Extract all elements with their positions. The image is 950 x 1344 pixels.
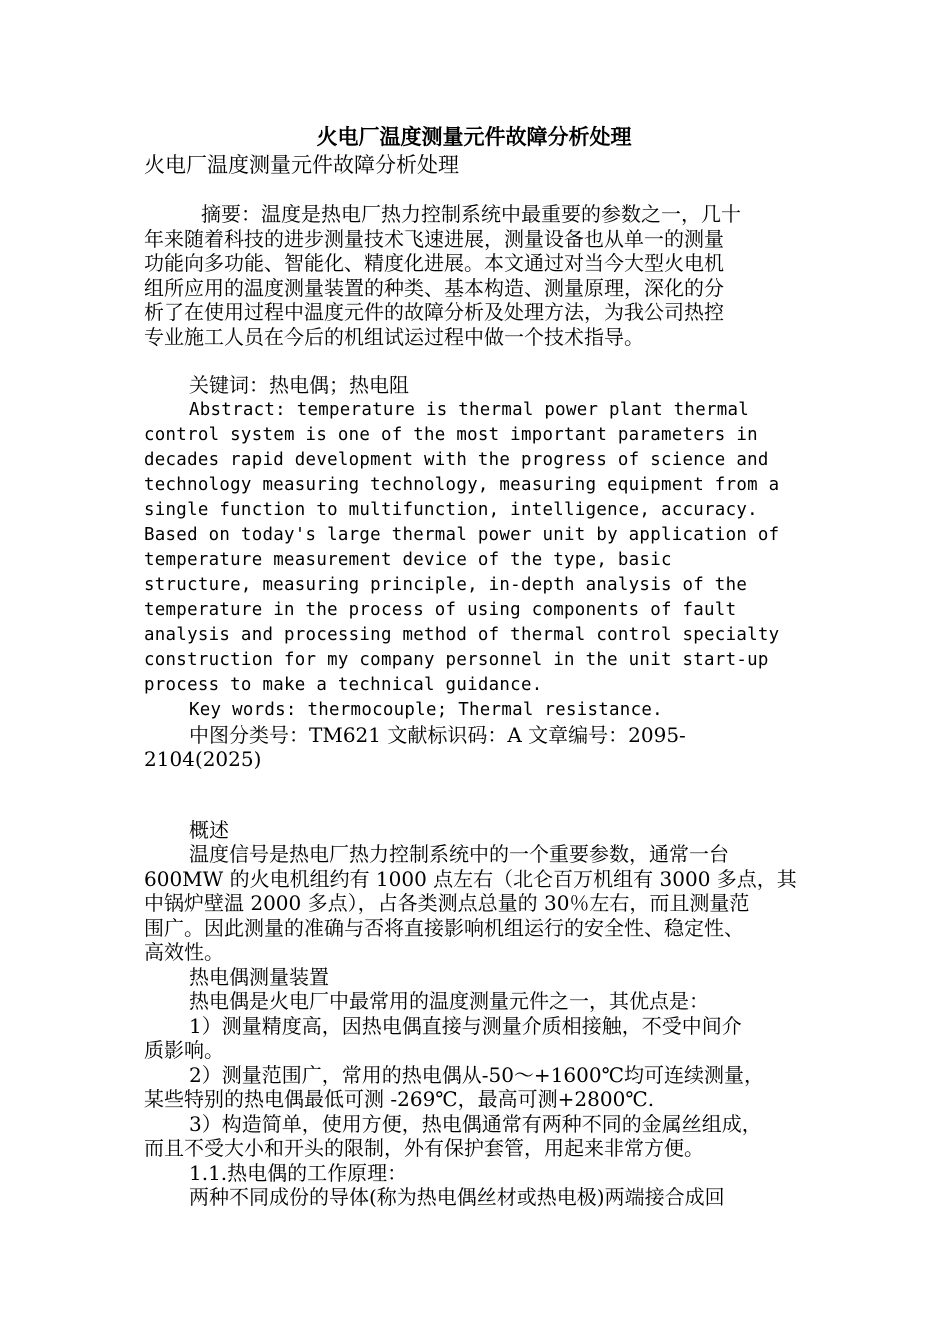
document-title: 火电厂温度测量元件故障分析处理 bbox=[316, 124, 632, 149]
abstract-en-line: technology measuring technology, measuring equipment from a bbox=[144, 474, 780, 495]
section-intro: 热电偶是火电厂中最常用的温度测量元件之一，其优点是： bbox=[189, 989, 709, 1013]
classification-line: 2104(2025) bbox=[144, 747, 262, 771]
abstract-en-line: temperature measurement device of the type, basic bbox=[144, 549, 672, 570]
abstract-en-line: decades rapid development with the progress of science and bbox=[144, 449, 769, 470]
point-line: 3）构造简单，使用方便，热电偶通常有两种不同的金属丝组成， bbox=[189, 1111, 762, 1136]
abstract-en-line: Abstract: temperature is thermal power plant thermal bbox=[189, 399, 750, 420]
abstract-en-line: structure, measuring principle, in-depth analysis of the bbox=[144, 574, 748, 595]
document-page bbox=[144, 122, 814, 1210]
overview-paragraph bbox=[144, 842, 814, 965]
document-subtitle: 火电厂温度测量元件故障分析处理 bbox=[144, 153, 459, 177]
overview-line: 围广。因此测量的准确与否将直接影响机组运行的安全性、稳定性、 bbox=[144, 915, 744, 940]
abstract-en bbox=[144, 398, 814, 723]
point-line: 质影响。 bbox=[144, 1038, 224, 1062]
section-heading: 热电偶测量装置 bbox=[189, 964, 329, 989]
advantage-point-3 bbox=[144, 1112, 814, 1161]
abstract-cn-line: 功能向多功能、智能化、精度化进展。本文通过对当今大型火电机 bbox=[144, 251, 724, 275]
point-line: 某些特别的热电偶最低可测 -269℃，最高可测+2800℃. bbox=[144, 1087, 655, 1111]
abstract-en-line: process to make a technical guidance. bbox=[144, 674, 543, 695]
classification-line: 中图分类号：TM621 文献标识码：A 文章编号：2095- bbox=[189, 722, 686, 747]
keywords-cn: 关键词：热电偶；热电阻 bbox=[189, 373, 409, 397]
abstract-en-line: analysis and processing method of thermal control specialty bbox=[144, 624, 780, 645]
overview-line: 600MW 的火电机组约有 1000 点左右（北仑百万机组有 3000 多点，其 bbox=[144, 866, 797, 891]
overview-line: 温度信号是热电厂热力控制系统中的一个重要参数，通常一台 bbox=[189, 842, 729, 866]
point-line: 而且不受大小和开头的限制，外有保护套管，用起来非常方便。 bbox=[144, 1136, 704, 1160]
point-line: 2）测量范围广，常用的热电偶从-50～+1600℃均可连续测量， bbox=[189, 1062, 764, 1087]
abstract-en-line: single function to multifunction, intelligence, accuracy. bbox=[144, 499, 758, 520]
abstract-cn-line: 组所应用的温度测量装置的种类、基本构造、测量原理，深化的分 bbox=[144, 275, 724, 300]
abstract-en-line: control system is one of the most important parameters in bbox=[144, 424, 758, 445]
abstract-en-line: Based on today's large thermal power unit by application of bbox=[144, 524, 780, 545]
classification-info bbox=[144, 723, 814, 772]
point-line: 1）测量精度高，因热电偶直接与测量介质相接触，不受中间介 bbox=[189, 1013, 742, 1038]
overview-heading: 概述 bbox=[189, 817, 229, 842]
advantage-point-1 bbox=[144, 1014, 814, 1063]
abstract-cn bbox=[144, 202, 814, 349]
abstract-en-line: construction for my company personnel in the unit start-up bbox=[144, 649, 769, 670]
body-last-line: 两种不同成份的导体(称为热电偶丝材或热电极)两端接合成回 bbox=[189, 1185, 725, 1209]
advantage-point-2 bbox=[144, 1063, 814, 1112]
overview-line: 高效性。 bbox=[144, 940, 224, 964]
subsection-heading: 1.1.热电偶的工作原理： bbox=[189, 1160, 408, 1185]
abstract-en-line: temperature in the process of using components of fault bbox=[144, 599, 737, 620]
overview-line: 中锅炉壁温 2000 多点），占各类测点总量的 30％左右，而且测量范 bbox=[144, 891, 750, 915]
abstract-cn-line: 专业施工人员在今后的机组试运过程中做一个技术指导。 bbox=[144, 324, 644, 349]
abstract-cn-line: 年来随着科技的进步测量技术飞速进展，测量设备也从单一的测量 bbox=[144, 226, 724, 251]
abstract-cn-line: 析了在使用过程中温度元件的故障分析及处理方法，为我公司热控 bbox=[144, 300, 724, 324]
keywords-en: Key words: thermocouple; Thermal resistance. bbox=[189, 699, 663, 720]
abstract-cn-line: 摘要：温度是热电厂热力控制系统中最重要的参数之一，几十 bbox=[201, 202, 741, 226]
